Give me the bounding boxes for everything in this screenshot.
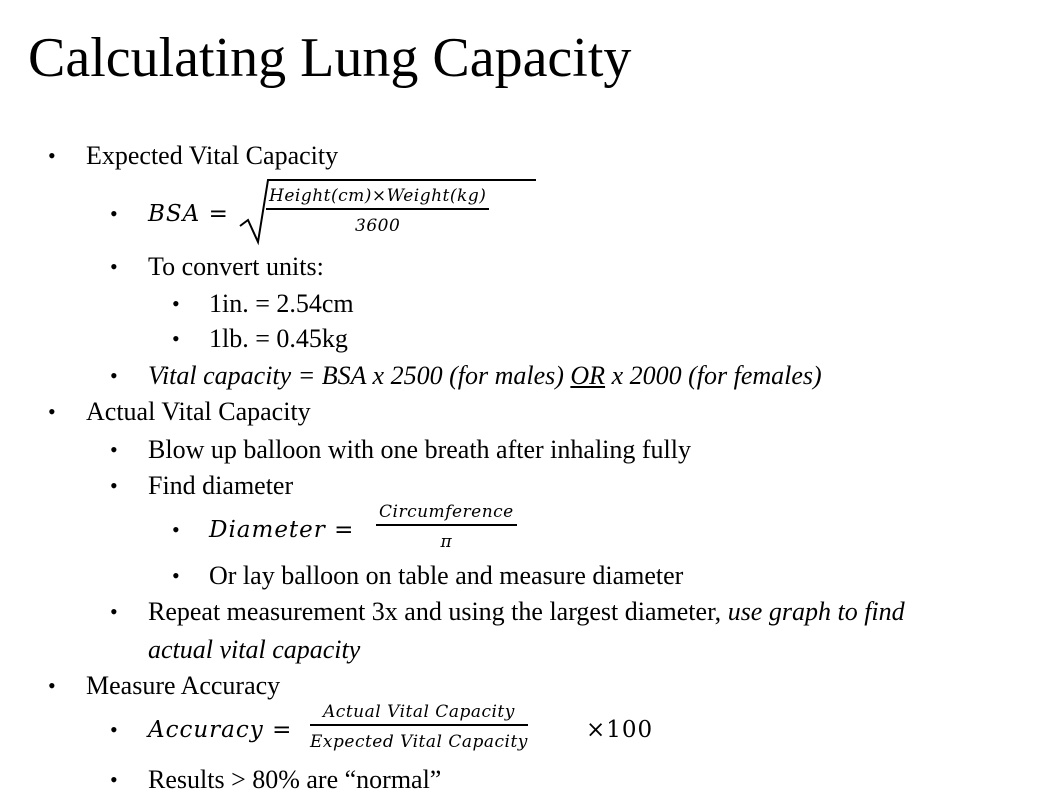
bullet-vital-capacity-formula (148, 361, 822, 391)
bullet-dot: • (48, 399, 56, 424)
formula-accuracy-multiplier: ×100 (586, 717, 654, 743)
bullet-expected-vital-capacity: Expected Vital Capacity (86, 141, 339, 170)
bullet-dot: • (172, 517, 180, 542)
diameter-denominator: π (440, 532, 453, 552)
bullet-dot: • (172, 563, 180, 588)
bullet-dot: • (110, 767, 118, 792)
vc-text-1: Vital capacity = BSA x 2500 (for males) (148, 361, 571, 390)
bullet-inch-conversion: 1in. = 2.54cm (209, 289, 354, 318)
bullet-dot: • (172, 326, 180, 351)
vc-or: OR (570, 361, 606, 390)
bullet-repeat-measurement-line2: actual vital capacity (148, 635, 361, 664)
bullet-lay-balloon: Or lay balloon on table and measure diameter (209, 561, 684, 590)
bullet-dot: • (110, 717, 118, 742)
formula-diameter-fraction (376, 502, 517, 552)
bullet-results-normal: Results > 80% are “normal” (148, 765, 442, 794)
accuracy-denominator: Expected Vital Capacity (310, 732, 528, 752)
bullet-dot: • (110, 201, 118, 226)
bullet-blow-balloon: Blow up balloon with one breath after inhaling fully (148, 435, 691, 464)
bullet-dot: • (48, 673, 56, 698)
bullet-dot: • (172, 291, 180, 316)
bsa-numerator: Height(cm)×Weight(kg) (266, 186, 489, 210)
formula-accuracy-lhs: Accuracy = (148, 717, 293, 743)
accuracy-numerator: Actual Vital Capacity (310, 702, 528, 726)
bullet-dot: • (48, 143, 56, 168)
bullet-dot: • (110, 473, 118, 498)
vc-text-2: x 2000 (for females) (605, 361, 822, 390)
formula-bsa-lhs: BSA = (148, 201, 229, 227)
repeat-text-2: use graph to find (727, 597, 905, 626)
bullet-dot: • (110, 254, 118, 279)
bullet-dot: • (110, 437, 118, 462)
bsa-denominator: 3600 (355, 216, 401, 236)
bullet-dot: • (110, 363, 118, 388)
bullet-measure-accuracy: Measure Accuracy (86, 671, 281, 700)
formula-accuracy-fraction (310, 702, 528, 752)
bullet-dot: • (110, 599, 118, 624)
bullet-find-diameter: Find diameter (148, 471, 294, 500)
formula-diameter-lhs: Diameter = (209, 517, 355, 543)
bullet-actual-vital-capacity: Actual Vital Capacity (86, 397, 311, 426)
bullet-convert-units: To convert units: (148, 252, 324, 281)
repeat-text-1: Repeat measurement 3x and using the largest diameter, (148, 597, 728, 626)
bullet-lb-conversion: 1lb. = 0.45kg (209, 324, 348, 353)
diameter-numerator: Circumference (376, 502, 517, 526)
page-title: Calculating Lung Capacity (28, 27, 632, 89)
bullet-repeat-measurement (148, 597, 905, 627)
formula-bsa-fraction (266, 186, 489, 236)
